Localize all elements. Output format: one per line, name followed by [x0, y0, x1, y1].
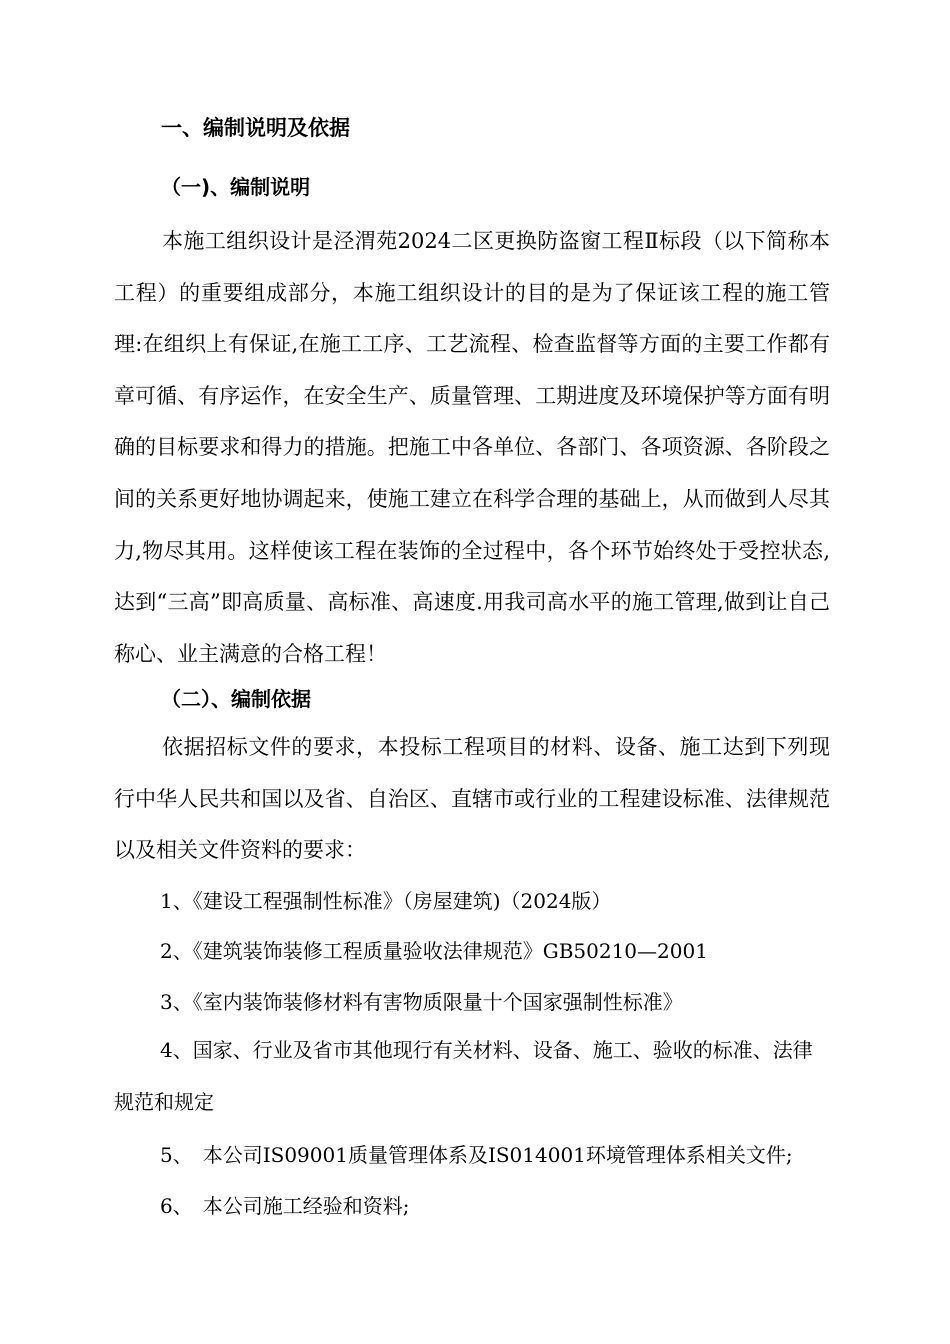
basis-paragraph: 依据招标文件的要求，本投标工程项目的材料、设备、施工达到下列现行中华人民共和国以及省、自治区、直辖市或行业的工程建设标准、法律规范以及相关文件资料的要求：: [114, 735, 830, 863]
basis-item-4: 4、国家、行业及省市其他现行有关材料、设备、施工、验收的标准、法律规范和规定: [114, 1038, 813, 1114]
basis-item-1: 1、《建设工程强制性标准》（房屋建筑)（2024版）: [160, 889, 612, 913]
subsection-title-explanation: （一)、编制说明: [161, 175, 311, 199]
explanation-paragraph: 本施工组织设计是泾渭苑2024二区更换防盗窗工程Ⅱ标段（以下简称本工程）的重要组成部分，本施工组织设计的目的是为了保证该工程的施工管理:在组织上有保证,在施工工序、工艺流程、检查监督等方面的主要工作都有章可循、有序运作，在安全生产、质量管理、工期进度及环境保护等方面有明确的目标要求和得力的措施。把施工中各单位、各部门、各项资源、各阶段之间的关系更好地协调起来，使施工建立在科学合理的基础上，从而做到人尽其力,物尽其用。这样使该工程在装饰的全过程中，各个环节始终处于受控状态,达到“三高”即高质量、高标准、高速度.用我司高水平的施工管理,做到让自己称心、业主满意的合格工程！: [114, 229, 830, 666]
subsection-title-basis: （二）、编制依据: [161, 687, 311, 711]
basis-item-2: 2、《建筑装饰装修工程质量验收法律规范》GB50210—2001: [160, 939, 708, 963]
basis-item-6: 6、 本公司施工经验和资料;: [160, 1194, 410, 1218]
section-title: 一、编制说明及依据: [161, 116, 350, 140]
basis-item-5: 5、 本公司IS09001质量管理体系及IS014001环境管理体系相关文件;: [160, 1143, 793, 1167]
basis-item-3: 3、《室内装饰装修材料有害物质限量十个国家强制性标准》: [160, 990, 683, 1014]
